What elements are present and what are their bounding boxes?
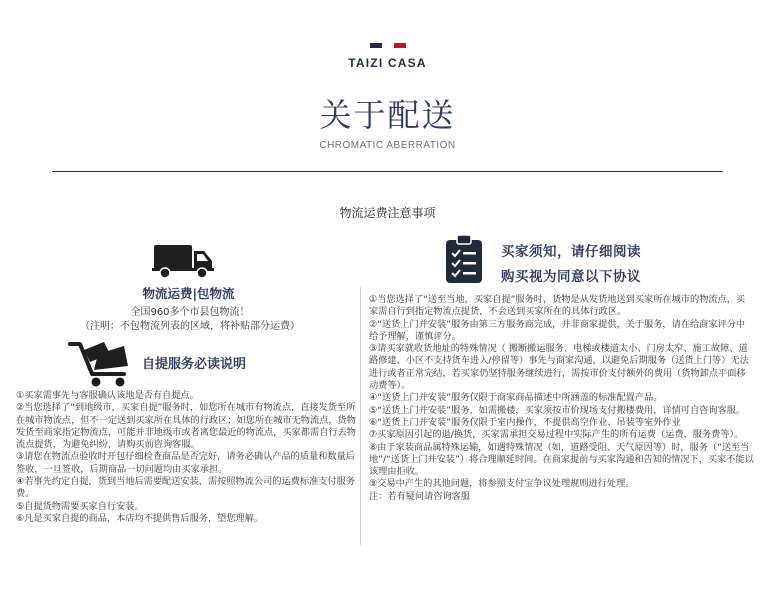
free-shipping-line1: 全国960多个市县包物流！ [130,307,250,318]
pickup-note: ④若事先约定自提，货到当地后需要配送安装，需按照物流公司的运费标准支付服务费。 [16,476,355,500]
pickup-note: ⑤自提货物需要买家自行安装。 [16,500,144,512]
buyer-note: ⑨交易中产生的其他问题，将参照支付宝争议处理规则进行处理。 [369,478,635,490]
brand-flag-logo [370,43,406,48]
pickup-notes [16,390,356,525]
flag-stripe-navy [370,43,382,48]
pickup-note: ⑥凡是买家自提的商品，本店均不提供售后服务，望您理解。 [16,512,264,524]
buyer-note: ②“送货上门并安装”服务由第三方服务商完成，并非商家提供，关于服务，请在给商家评分中给予理解，谨慎评分。 [369,318,746,342]
buyer-notes [369,294,754,503]
clipboard-icon [445,234,483,288]
flag-stripe-white [382,43,394,48]
buyer-note: ⑧由于家装商品属特殊运输，如遇特殊情况（如，道路受阻、天气原因等）时，服务（“送至当地”/“送货上门并安装”）将合理顺延时间。在商家提前与买家沟通和告知的情况下，买家不能以该理由拒收。 [369,441,754,478]
pickup-note: ②当您选择了“到地级市，买家自提”服务时，如您所在城市有物流点，直接发货至所在城市物流点，但不一定送到买家所在具体的行政区；如您所在城市无物流点，货物发货至商家指定物流点，可能并非地级市或者离您最近的物流点，买家都需自行去物流点提货，为避免纠纷，请购买前咨询客服。 [16,402,356,451]
free-shipping-line2: （注明：不包物流列表的区域，将补贴部分运费） [80,321,300,332]
agreement-title: 购买视为同意以下协议 [501,269,641,285]
page-title: 关于配送 [319,96,456,134]
flag-stripe-red [394,43,406,48]
page-subtitle: CHROMATIC ABERRATION [319,140,456,151]
buyer-note: ①当您选择了“送至当地，买家自提”服务时，货物是从发货地送到买家所在城市的物流点，买家需自行到指定物流点提货，不会送到买家所在的具体行政区。 [369,294,746,318]
pickup-service-title: 自提服务必读说明 [142,357,247,372]
buyer-note: ③请买家就收货地址的特殊情况（ 搬断搬运服务、电梯或楼道太小、门房太窄、施工故障、道路修建、小区不支持货车进入/停留等）事先与商家沟通，以避免后期服务（送货上门等）无法进行或者正常完结，若买家仍坚持服务继续进行，需按市价支付额外的费用（货物卸点平面移动费等）。 [369,343,749,392]
pickup-note: ③请您在物流点验收时开包仔细检查商品是否完好，请务必确认产品的质量和数量后签收，一旦签收，后期商品一切问题均由买家承担。 [16,451,355,475]
free-shipping-title: 物流运费|包物流 [142,286,235,301]
buyer-note: ④“送货上门并安装”服务仅限于商家商品描述中所涵盖的标准配置产品。 [369,392,663,404]
brand-name: TAIZI CASA [348,56,427,70]
pickup-note: ①买家需事先与客服确认该地是否有自提点。 [16,390,199,401]
buyer-note: ⑤“送货上门并安装”服务，如需搬楼，买家须按市价现场支付搬楼费用，详情可自咨询客服。 [369,404,746,416]
buyer-note-footer: 注：若有疑问请咨询客服 [369,490,471,502]
section-heading: 物流运费注意事项 [339,206,436,220]
truck-icon [152,243,214,283]
buyer-notice-title: 买家须知，请仔细阅读 [501,244,641,260]
buyer-note: ⑦买家原因引起的退/换货，买家需承担交易过程中实际产生的所有运费（运费、服务费等）。 [369,429,744,441]
header-divider [52,171,723,172]
cart-icon [68,340,134,392]
buyer-note: ⑥“送货上门并安装”服务仅限于室内操作，不提供高空作业、吊装等室外作业 [369,416,681,428]
